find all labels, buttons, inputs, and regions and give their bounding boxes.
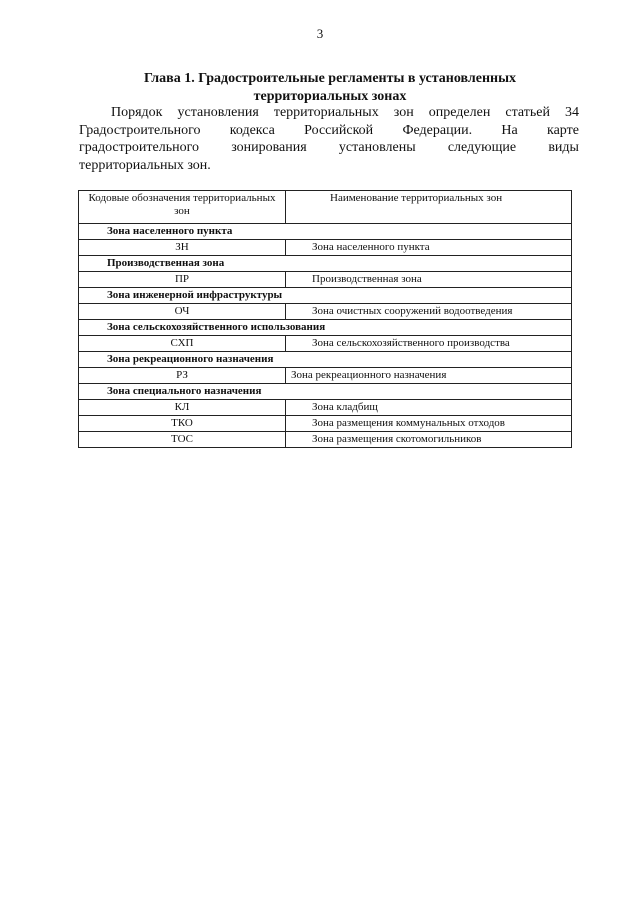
table-row — [79, 304, 572, 320]
zone-code: ТКО — [79, 416, 286, 432]
intro-line-3 — [79, 139, 579, 157]
zone-code: ОЧ — [79, 304, 286, 320]
zone-code: КЛ — [79, 400, 286, 416]
zone-name: Зона населенного пункта — [286, 240, 572, 256]
zone-name: Зона сельскохозяйственного производства — [286, 336, 572, 352]
chapter-title — [100, 70, 560, 106]
header-name: Наименование территориальных зон — [286, 191, 572, 224]
intro-word: виды — [548, 140, 579, 155]
chapter-title-line-1: Глава 1. Градостроительные регламенты в установленных — [143, 71, 517, 86]
group-row — [79, 320, 572, 336]
intro-paragraph — [79, 104, 579, 174]
intro-word: зонирования — [231, 140, 307, 155]
table-row — [79, 272, 572, 288]
zone-code: ПР — [79, 272, 286, 288]
zone-code: ТОС — [79, 432, 286, 448]
table-row — [79, 240, 572, 256]
group-title: Зона сельскохозяйственного использования — [79, 320, 572, 336]
zone-name: Зона очистных сооружений водоотведения — [286, 304, 572, 320]
group-title: Производственная зона — [79, 256, 572, 272]
intro-line-2 — [79, 122, 579, 140]
group-row — [79, 256, 572, 272]
group-title: Зона инженерной инфраструктуры — [79, 288, 572, 304]
table-row — [79, 336, 572, 352]
table-row — [79, 400, 572, 416]
intro-word: Градостроительного — [79, 122, 201, 138]
intro-word: карте — [547, 122, 579, 138]
chapter-title-line-2: территориальных зонах — [253, 89, 407, 104]
table-header-row — [79, 191, 572, 224]
page-number: 3 — [316, 26, 324, 41]
intro-word: кодекса — [229, 122, 275, 138]
group-title: Зона населенного пункта — [79, 224, 572, 240]
zone-code: РЗ — [79, 368, 286, 384]
intro-word: градостроительного — [79, 140, 200, 155]
zone-code: СХП — [79, 336, 286, 352]
group-row — [79, 288, 572, 304]
table-row — [79, 432, 572, 448]
zone-name: Зона размещения скотомогильников — [286, 432, 572, 448]
zone-code: ЗН — [79, 240, 286, 256]
header-code: Кодовые обозначения территориальных зон — [79, 191, 286, 224]
group-row — [79, 352, 572, 368]
intro-word: следующие — [447, 140, 517, 155]
group-row — [79, 224, 572, 240]
zone-name: Зона рекреационного назначения — [286, 368, 572, 384]
zone-name: Зона размещения коммунальных отходов — [286, 416, 572, 432]
intro-word: Российской — [304, 122, 374, 138]
zone-name: Зона кладбищ — [286, 400, 572, 416]
intro-line-4: территориальных зон. — [79, 157, 211, 173]
group-title: Зона специального назначения — [79, 384, 572, 400]
intro-line-1: Порядок установления территориальных зон определен статьей 34 — [111, 105, 579, 120]
group-title: Зона рекреационного назначения — [79, 352, 572, 368]
intro-word: Федерации. — [402, 122, 473, 138]
intro-word: установлены — [338, 140, 416, 155]
zones-table — [78, 190, 572, 448]
table-row — [79, 416, 572, 432]
intro-word: На — [501, 122, 518, 138]
zone-name: Производственная зона — [286, 272, 572, 288]
table-row — [79, 368, 572, 384]
group-row — [79, 384, 572, 400]
